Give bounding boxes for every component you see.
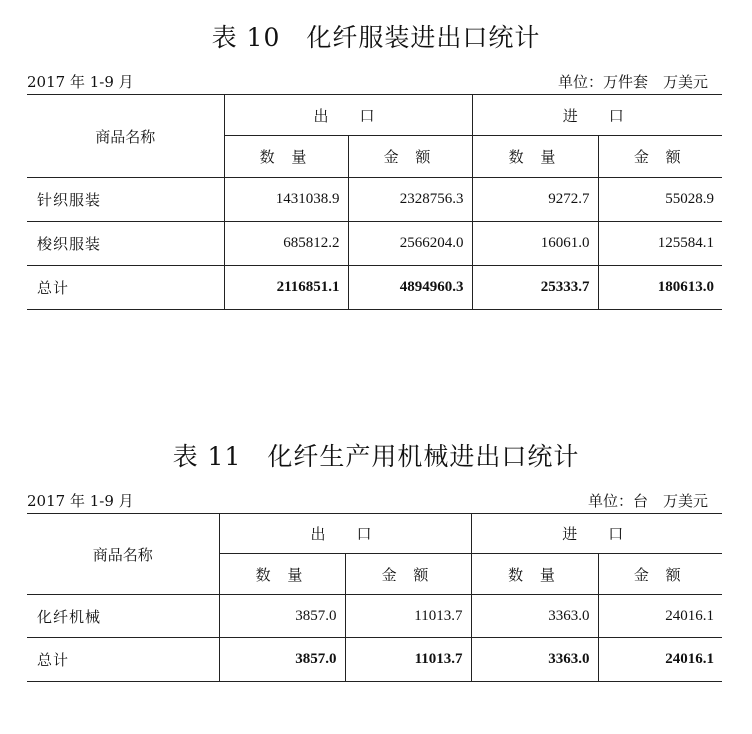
import-qty-cell: 25333.7 bbox=[472, 266, 598, 310]
export-qty-cell: 3857.0 bbox=[219, 595, 345, 638]
export-amt-cell: 2566204.0 bbox=[348, 222, 472, 266]
table11-import-qty-header: 数 量 bbox=[471, 554, 598, 595]
export-qty-cell: 2116851.1 bbox=[224, 266, 348, 310]
table-row bbox=[27, 222, 722, 266]
row-name: 总计 bbox=[27, 266, 224, 310]
row-name: 针织服装 bbox=[27, 178, 224, 222]
table11-unit: 单位：台 万美元 bbox=[587, 492, 708, 510]
table10-import-qty-header: 数 量 bbox=[472, 136, 598, 178]
table11-title: 表 11 化纤生产用机械进出口统计 bbox=[172, 442, 580, 471]
import-amt-cell: 24016.1 bbox=[598, 638, 722, 682]
export-amt-cell: 2328756.3 bbox=[348, 178, 472, 222]
table11-header-row bbox=[27, 514, 722, 554]
table10-export-amt-header: 金 额 bbox=[348, 136, 472, 178]
table10-import-amt-header: 金 额 bbox=[598, 136, 722, 178]
table10-unit: 单位：万件套 万美元 bbox=[557, 73, 708, 91]
import-amt-cell: 55028.9 bbox=[598, 178, 722, 222]
import-qty-cell: 3363.0 bbox=[471, 595, 598, 638]
table11-export-amt-header: 金 额 bbox=[345, 554, 471, 595]
table10-export-qty-header: 数 量 bbox=[224, 136, 348, 178]
import-amt-cell: 125584.1 bbox=[598, 222, 722, 266]
export-amt-cell: 11013.7 bbox=[345, 595, 471, 638]
import-qty-cell: 16061.0 bbox=[472, 222, 598, 266]
table10-title: 表 10 化纤服装进出口统计 bbox=[211, 23, 541, 52]
row-name: 总计 bbox=[27, 638, 219, 682]
import-qty-cell: 3363.0 bbox=[471, 638, 598, 682]
export-qty-cell: 1431038.9 bbox=[224, 178, 348, 222]
export-amt-cell: 11013.7 bbox=[345, 638, 471, 682]
table11 bbox=[27, 513, 722, 682]
table10-period: 2017 年 1-9 月 bbox=[27, 73, 134, 91]
table10-export-header: 出 口 bbox=[224, 95, 472, 136]
table11-export-header: 出 口 bbox=[219, 514, 471, 554]
row-name: 化纤机械 bbox=[27, 595, 219, 638]
table-row bbox=[27, 178, 722, 222]
table10-import-header: 进 口 bbox=[472, 95, 722, 136]
import-amt-cell: 180613.0 bbox=[598, 266, 722, 310]
table-row-total bbox=[27, 638, 722, 682]
table10-name-header: 商品名称 bbox=[27, 95, 224, 178]
row-name: 梭织服装 bbox=[27, 222, 224, 266]
table10 bbox=[27, 94, 722, 310]
table11-period: 2017 年 1-9 月 bbox=[27, 492, 134, 510]
table11-import-amt-header: 金 额 bbox=[598, 554, 722, 595]
table11-import-header: 进 口 bbox=[471, 514, 722, 554]
table-row-total bbox=[27, 266, 722, 310]
export-qty-cell: 685812.2 bbox=[224, 222, 348, 266]
table-row bbox=[27, 595, 722, 638]
export-qty-cell: 3857.0 bbox=[219, 638, 345, 682]
import-qty-cell: 9272.7 bbox=[472, 178, 598, 222]
table11-export-qty-header: 数 量 bbox=[219, 554, 345, 595]
table10-header-row bbox=[27, 95, 722, 136]
table11-name-header: 商品名称 bbox=[27, 514, 219, 595]
import-amt-cell: 24016.1 bbox=[598, 595, 722, 638]
export-amt-cell: 4894960.3 bbox=[348, 266, 472, 310]
